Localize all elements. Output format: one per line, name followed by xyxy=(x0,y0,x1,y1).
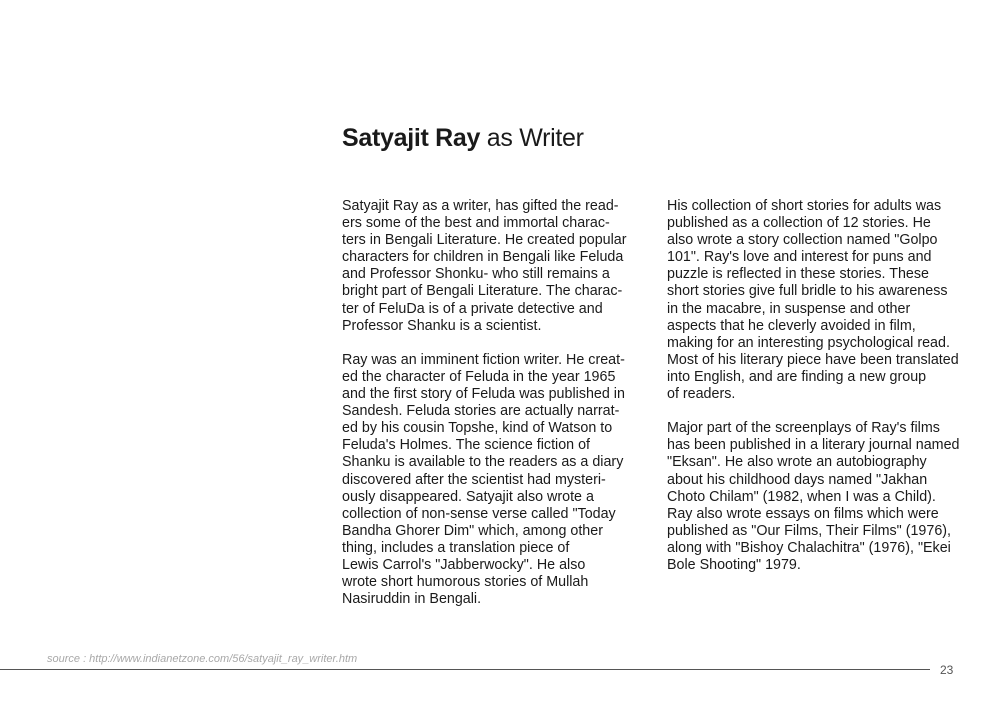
text-line: into English, and are finding a new group xyxy=(667,368,927,385)
text-line: wrote short humorous stories of Mullah xyxy=(342,574,589,591)
text-line: thing, includes a translation piece of xyxy=(342,539,570,556)
text-line: characters for children in Bengali like Feluda xyxy=(342,249,624,266)
text-line: also wrote a story collection named "Golpo xyxy=(667,232,938,249)
text-line: in the macabre, in suspense and other xyxy=(667,300,911,317)
text-line: Satyajit Ray as a writer, has gifted the read- xyxy=(342,198,619,214)
text-line: Major part of the screenplays of Ray's films xyxy=(667,420,940,437)
text-line: collection of non-sense verse called "Today xyxy=(342,505,616,522)
right-column xyxy=(667,198,967,591)
text-line: of readers. xyxy=(667,386,736,403)
title-rest: as Writer xyxy=(480,124,584,152)
text-line: discovered after the scientist had mysteri- xyxy=(342,471,606,488)
text-line: and the first story of Feluda was published in xyxy=(342,386,625,403)
text-line: has been published in a literary journal named xyxy=(667,437,960,454)
text-line: about his childhood days named "Jakhan xyxy=(667,471,928,488)
footer-rule xyxy=(0,669,930,670)
body-paragraph xyxy=(342,352,642,608)
text-line: aspects that he cleverly avoided in film, xyxy=(667,317,916,334)
text-line: ed by his cousin Topshe, kind of Watson to xyxy=(342,420,613,437)
text-line: short stories give full bridle to his awareness xyxy=(667,283,948,300)
text-line: making for an interesting psychological read. xyxy=(667,334,950,351)
text-line: Nasiruddin in Bengali. xyxy=(342,591,482,608)
text-line: ter of FeluDa is of a private detective and xyxy=(342,300,603,317)
text-line: ters in Bengali Literature. He created popular xyxy=(342,232,627,249)
body-paragraph xyxy=(667,198,967,403)
text-line: bright part of Bengali Literature. The charac- xyxy=(342,283,623,300)
text-line: Most of his literary piece have been translated xyxy=(667,351,959,368)
text-line: Lewis Carrol's "Jabberwocky". He also xyxy=(342,556,586,573)
text-line: Ray was an imminent fiction writer. He creat- xyxy=(342,351,625,368)
text-line: Professor Shanku is a scientist. xyxy=(342,317,542,334)
text-line: Bole Shooting" 1979. xyxy=(667,556,801,573)
body-paragraph xyxy=(667,420,967,574)
text-line: Ray also wrote essays on films which were xyxy=(667,505,939,522)
text-line: Choto Chilam" (1982, when I was a Child). xyxy=(667,488,936,505)
page-title xyxy=(342,120,584,156)
text-line: published as "Our Films, Their Films" (1976), xyxy=(667,522,951,539)
text-line: ed the character of Feluda in the year 1965 xyxy=(342,368,616,385)
text-line: Bandha Ghorer Dim" which, among other xyxy=(342,522,603,539)
title-bold: Satyajit Ray xyxy=(342,124,481,152)
text-line: ers some of the best and immortal charac- xyxy=(342,215,610,232)
source-citation: source : http://www.indianetzone.com/56/satyajit_ray_writer.htm xyxy=(47,653,358,665)
text-line: "Eksan". He also wrote an autobiography xyxy=(667,454,927,471)
text-line: His collection of short stories for adults was xyxy=(667,198,942,214)
page-number: 23 xyxy=(940,663,954,677)
text-line: Shanku is available to the readers as a diary xyxy=(342,454,624,471)
body-paragraph xyxy=(342,198,642,335)
text-line: Sandesh. Feluda stories are actually narrat- xyxy=(342,403,620,420)
text-line: ously disappeared. Satyajit also wrote a xyxy=(342,488,594,505)
text-line: 101". Ray's love and interest for puns and xyxy=(667,249,932,266)
text-line: along with "Bishoy Chalachitra" (1976), "Ekei xyxy=(667,539,951,556)
left-column xyxy=(342,198,642,625)
text-line: and Professor Shonku- who still remains a xyxy=(342,266,610,283)
text-line: Feluda's Holmes. The science fiction of xyxy=(342,437,591,454)
text-line: published as a collection of 12 stories. He xyxy=(667,215,931,232)
text-line: puzzle is reflected in these stories. These xyxy=(667,266,929,283)
